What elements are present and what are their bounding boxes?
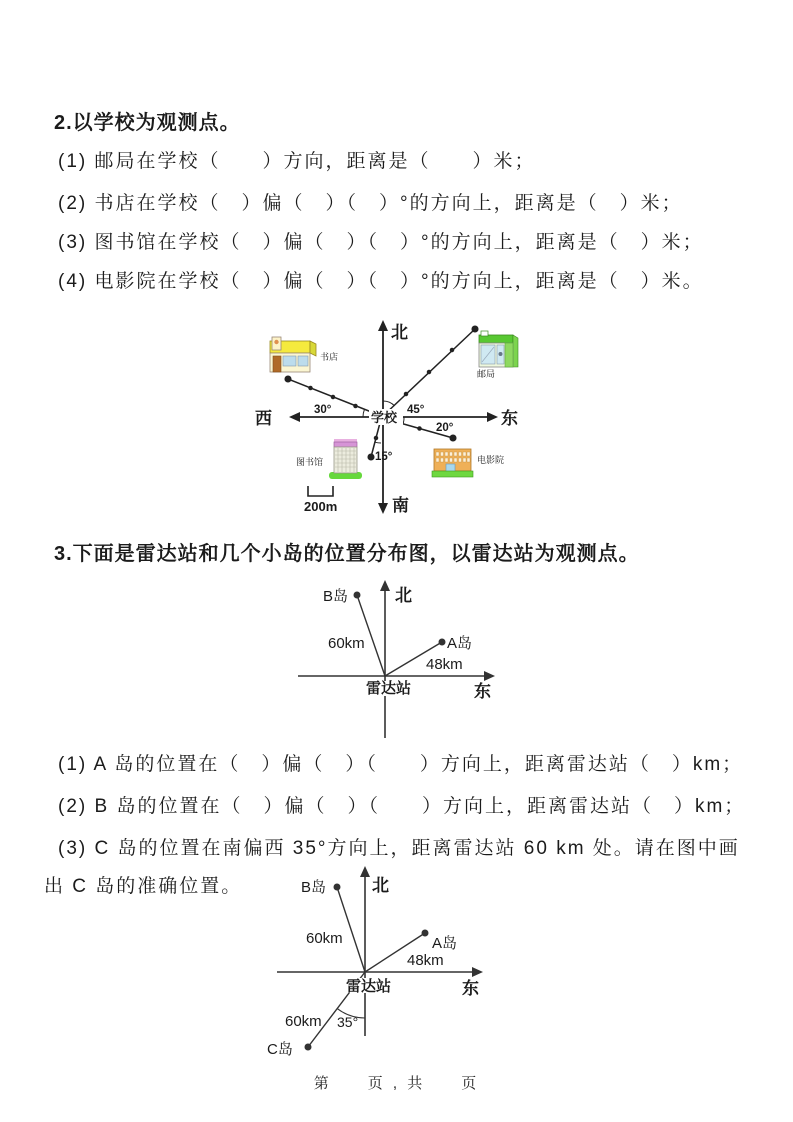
island-a-label: A岛	[432, 935, 458, 952]
question-2-line-3: (3) 图书馆在学校（ ）偏（ ）（ ）°的方向上，距离是（ ）米；	[58, 232, 704, 253]
south-label: 南	[392, 496, 409, 515]
page-footer: 第 页 , 共 页	[313, 1075, 480, 1092]
question-3-line-3-wrap: 出 C 岛的准确位置。	[44, 876, 243, 897]
island-a-label: A岛	[447, 635, 473, 652]
radar-answer-diagram	[252, 864, 490, 1060]
station-label: 雷达站	[346, 978, 392, 995]
radar-axes	[277, 873, 477, 1036]
question-2-line-1: (1) 邮局在学校（ ）方向，距离是（ ）米；	[58, 151, 536, 172]
north-label: 北	[391, 323, 408, 342]
library-building	[329, 439, 362, 479]
bookstore-building	[270, 337, 316, 372]
bookstore-angle-label: 30°	[314, 404, 332, 416]
question-2-line-2: (2) 书店在学校（ ）偏（ ）（ ）°的方向上，距离是（ ）米；	[58, 193, 683, 214]
post-office-angle-label: 45°	[407, 404, 425, 416]
dist-a-label: 48km	[407, 952, 444, 969]
scale-bracket	[308, 486, 333, 496]
cinema-label: 电影院	[477, 455, 505, 465]
library-angle-label: 15°	[375, 451, 393, 463]
cinema-angle-label: 20°	[436, 422, 454, 434]
east-label: 东	[462, 979, 479, 998]
school-label: 学校	[371, 410, 398, 425]
cinema-building	[432, 449, 473, 477]
dist-b-label: 60km	[306, 930, 343, 947]
west-label: 西	[255, 409, 272, 428]
post-office-building	[479, 331, 518, 367]
radar-map-diagram	[282, 578, 502, 746]
east-label: 东	[501, 409, 518, 428]
question-2-title: 2.以学校为观测点。	[54, 112, 241, 134]
dist-c-label: 60km	[285, 1013, 322, 1030]
question-3-line-2: (2) B 岛的位置在（ ）偏（ ）（ ）方向上，距离雷达站（ ）km；	[58, 796, 746, 817]
post-office-label: 邮局	[477, 369, 496, 379]
north-label: 北	[372, 876, 389, 895]
angle-c-label: 35°	[337, 1014, 359, 1030]
east-label: 东	[474, 682, 491, 701]
question-3-title: 3.下面是雷达站和几个小岛的位置分布图，以雷达站为观测点。	[54, 543, 640, 565]
north-label: 北	[395, 586, 412, 605]
island-b-label: B岛	[301, 879, 327, 896]
island-c-label: C岛	[267, 1041, 293, 1058]
library-label: 图书馆	[296, 457, 324, 467]
island-b-label: B岛	[323, 588, 349, 605]
scale-label: 200m	[304, 499, 338, 514]
question-3-line-3: (3) C 岛的位置在南偏西 35°方向上，距离雷达站 60 km 处。请在图中画	[58, 838, 740, 859]
school-map-diagram	[248, 315, 528, 520]
dist-a-label: 48km	[426, 656, 463, 673]
question-2-line-4: (4) 电影院在学校（ ）偏（ ）（ ）°的方向上，距离是（ ）米。	[58, 271, 704, 292]
question-3-line-1: (1) A 岛的位置在（ ）偏（ ）（ ）方向上，距离雷达站（ ）km；	[58, 754, 744, 775]
bookstore-label: 书店	[320, 352, 339, 362]
dist-b-label: 60km	[328, 635, 365, 652]
station-label: 雷达站	[366, 680, 412, 697]
